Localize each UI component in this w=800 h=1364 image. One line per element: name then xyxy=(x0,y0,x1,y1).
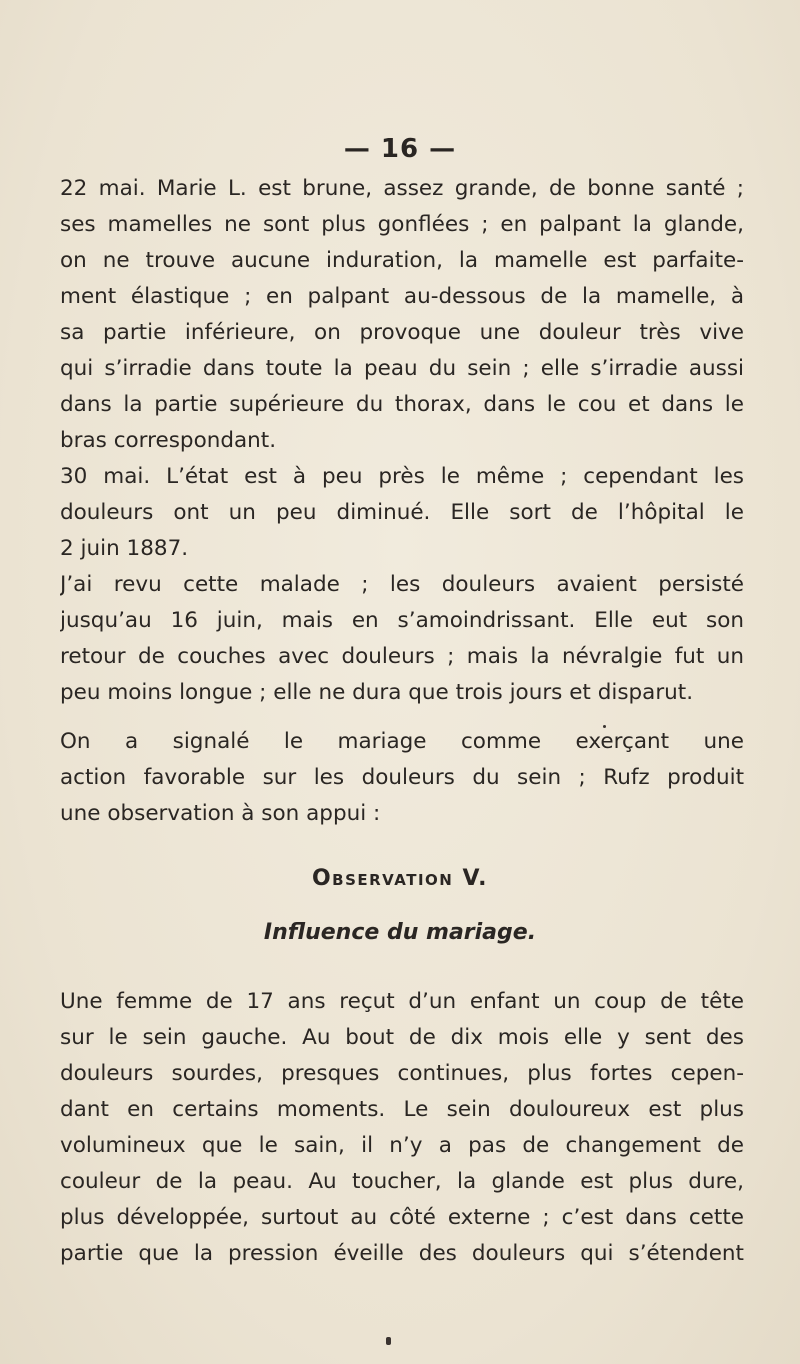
text-line: couleur de la peau. Au toucher, la glande est plus dure, xyxy=(60,1169,744,1194)
text-line: On a signalé le mariage comme exerçant une xyxy=(60,729,744,754)
text-line: une observation à son appui : xyxy=(60,801,381,826)
text-line: dant en certains moments. Le sein douloureux est plus xyxy=(60,1097,744,1122)
text-line: 22 mai. Marie L. est brune, assez grande, de bonne santé ; xyxy=(60,176,744,201)
page-number-header: — 16 — xyxy=(343,134,457,164)
text-line: douleurs sourdes, presques continues, plus fortes cepen- xyxy=(60,1061,744,1086)
text-line: J’ai revu cette malade ; les douleurs avaient persisté xyxy=(60,572,744,597)
text-line: Une femme de 17 ans reçut d’un enfant un coup de tête xyxy=(60,989,744,1014)
text-line: douleurs ont un peu diminué. Elle sort de l’hôpital le xyxy=(60,500,744,525)
text-line: on ne trouve aucune induration, la mamelle est parfaite- xyxy=(60,248,744,273)
text-line: dans la partie supérieure du thorax, dans le cou et dans le xyxy=(60,392,744,417)
observation-subtitle: Influence du mariage. xyxy=(263,920,537,945)
paper-speck xyxy=(386,1337,391,1345)
text-line: plus développée, surtout au côté externe ; c’est dans cette xyxy=(60,1205,744,1230)
text-line: 30 mai. L’état est à peu près le même ; cependant les xyxy=(60,464,744,489)
observation-title: Observation V. xyxy=(311,866,489,891)
text-line: bras correspondant. xyxy=(60,428,277,453)
text-line: ses mamelles ne sont plus gonflées ; en palpant la glande, xyxy=(60,212,744,237)
text-line: qui s’irradie dans toute la peau du sein ; elle s’irradie aussi xyxy=(60,356,744,381)
text-line: jusqu’au 16 juin, mais en s’amoindrissant. Elle eut son xyxy=(60,608,744,633)
text-line: ment élastique ; en palpant au-dessous de la mamelle, à xyxy=(60,284,744,309)
text-line: peu moins longue ; elle ne dura que trois jours et disparut. xyxy=(60,680,694,705)
text-line: volumineux que le sain, il n’y a pas de changement de xyxy=(60,1133,744,1158)
text-line: retour de couches avec douleurs ; mais la névralgie fut un xyxy=(60,644,744,669)
text-line: action favorable sur les douleurs du sein ; Rufz produit xyxy=(60,765,744,790)
text-line: partie que la pression éveille des douleurs qui s’étendent xyxy=(60,1241,744,1266)
text-line: sur le sein gauche. Au bout de dix mois elle y sent des xyxy=(60,1025,744,1050)
text-line: sa partie inférieure, on provoque une douleur très vive xyxy=(60,320,744,345)
text-line: 2 juin 1887. xyxy=(60,536,189,561)
